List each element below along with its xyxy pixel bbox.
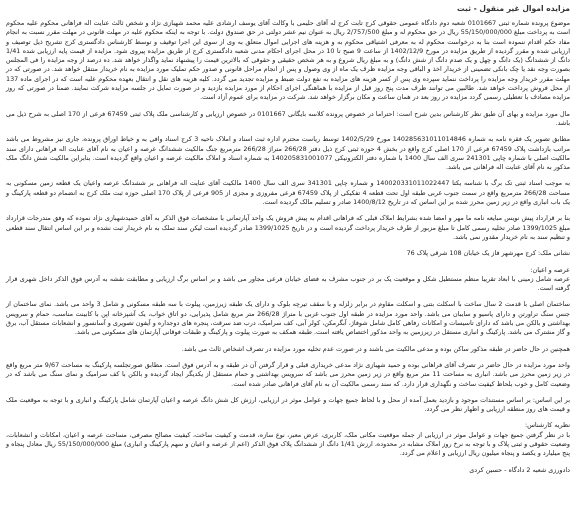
- notice-paragraph: بنا بر قرارداد پیش نویس مبایعه نامه ما مهر و امضا شده بشرایط املاک قبلی که فراهانی اقدام به پیش فروش یک واحد آپارتمانی با مشخصات فوق الذکر به آقای حمیدشهبازی نژاد نموده که وفق مندرجات قرارداد مبلغ 1399/1025 صادر تخلیه رسمی کامل تا مبلغ مزبور از طرف خریدار پرداخت گردیده است و در تاریخ 1399/1025 صادر گردیده است لیکن سند تملک به نام خریدار ثبت نشده و بر این اساس انتقال سند قطعی و تنظیم سند به نام خریدار مقدور نمی باشد.: [6, 214, 570, 241]
- description-paragraph: واحد مورد مزایده در حال حاضر در تصرف آقای فراهانی بوده و حمید شهبازی نژاد مدعی خریداری قبلی و قرار گرفتن آن در طبقه و به آدرس فوق است. مطابق صورتجلسه پارکینگ به مساحت 9/67 متر مربع واقع در زیر زمین محرز می باشد. انباری به مساحت 11 متر مربع واقع در زیر زمین محرز می باشد که سرویس بهداشتی و حمام مستقل از یکدیگر ایجاد گردیده و بالکن با کف سرامیک و نمای سنگ می باشد که در وضعیت کامل و خوب بلحاظ کیفیت ساخت و نگهداری قرار دارد. که سند رسمی مالکیت آن به نام آقای فراهانی صادر شده است.: [6, 360, 570, 388]
- description-paragraph: ساختمان اصلی با قدمت 2 سال ساخت با اسکلت بتنی و اسکلت مقاوم در برابر زلزله و با سقف تیرچه بلوک و دارای یک طبقه زیرزمین، پیلوت با سه طبقه مسکونی و شامل 3 واحد می باشد. نمای ساختمان از جنس سنگ تراورتن و دارای پاسیو و سایبان می باشد. واحد مورد مزایده در طبقه اول جنوب غربی با متراژ 266/28 متر مربع شامل پذیرایی، دو اتاق خواب، یک آشپزخانه اپن با کابینت مناسب، حمام و سرویس بهداشتی و بالکن می باشد که دارای تاسیسات و امکانات رفاهی کامل شامل شوفاژ، آبگرمکن، کولر آبی، کف سرامیک، درب ضد سرقت، پنجره های دوجداره و آیفون تصویری و آسانسور و انشعابات مستقل آب، برق و گاز مشترک می باشد. پارکینگ و انباری مستقل در زیرزمین به واحد مذکور اختصاص یافته است. طبقه همکف به صورت پیلوت و پارکینگ و طبقات فوقانی آپارتمان های مسکونی می باشد.: [6, 300, 570, 337]
- description-paragraph: بر این اساس: بر اساس مستندات موجود و بازدید بعمل آمده از محل و با لحاظ جمیع جهات و عوامل موثر در ارزیابی، ارزش کل شش دانگ عرصه و اعیان آپارتمان شامل پارکینگ و انباری و با توجه به موقعیت ملک و قیمت های روز منطقه ارزیابی و اظهار نظر می گردد.: [6, 395, 570, 414]
- description-paragraph: همچنین در حال حاضر در طبقه مذکور ساکن بوده و مدعی مالکیت می باشند و در صورت عدم تخلیه مورد مزایده در تصرف اشخاص ثالث می باشد.: [181, 344, 570, 353]
- notice-paragraph: موضوع پرونده شماره ثبتی 0101667 شعبه دوم دادگاه عمومی حقوقی کرج تابت کرج له آقای حلیمی با وکالت آقای یوسف ارشادی علیه محمد شهبازی نژاد و شخص ثالث عنایت اله فراهانی محکوم علیه محکوم است به پرداخت مبلغ 55/150/000/000 ریال در حق محکوم له و مبلغ 2/757/500 ریال به عنوان نیم عشر دولتی در حق صندوق دولت. با توجه به اینکه محکوم علیه در مهلت قانونی در مهلت مقرر نسبت به انجام مفاد حکم اقدام ننموده است بنا به درخواست محکوم له به معرفی اشتیاقی محکوم به و هزینه های اجرایی اموال متعلق به وی از سوی این اجرا توقیف و توسط کارشناس دادگستری کرج تشریح ذیل توصیف و ارزیابی شده و مقرر گردیده از طریق مزایده در مورخ 1402/12/9 از ساعت 9 صبح تا 10 در محل اجرای احکام مدنی شعبه دادگستری کرج از طریق مزایده پیروی شود. مزایده از قیمت پایه ارزیابی شده 1/41 دانگ از ششدانگ (یک دانگ و چهل و یک صدم دانگ از شش دانگ) و به مبلغ ریال شروع و به هر شخص حقیقی و حقوقی که بالاترین قیمت را پیشنهاد نماید واگذار خواهد شد. ده درصد از وجه مزایده را فی المجلس بصورت وجه نقد یا چک بانکی تضمینی از خریدار اخذ و الباقی وجه مزایده ظرف یک ماه از وی وصول و پس از انجام مراحل قانونی و صدور حکم تملیک مورد مزایده به نام خریدار منتقل خواهد شد. در صورتی که در مهلت مقرر خریدار وجه مزایده را پرداخت ننماید سپرده وی پس از کسر هزینه های مزایده به نفع دولت ضبط و مزایده تجدید می گردد. کلیه هزینه های نقل و انتقال بعهده محکوم علیه است که در اجرای ماده 137 از محل فروش پرداخت خواهد شد. طالبین می توانند ظرف مدت پنج روز قبل از مزایده با هماهنگی اجرای احکام از مورد مزایده بازدید و در صورت تمایل در جلسه مزایده شرکت نمایند. ضمنا در صورتی که روز مزایده مصادف با تعطیلی رسمی گردد مزایده در روز بعد در همان ساعت و مکان برگزار خواهد شد. شرکت در مزایده برای عموم آزاد است.: [6, 19, 571, 102]
- notice-paragraph: به موجب اسناد ثبتی تک برگ با شناسه یکتا 140020331011022447 و شماره چاپی 341301 سری الف سال 1400 مالکیت آقای عنایت اله فراهانی بر ششدانگ عرصه واعیان یک قطعه زمین مسکونی به مساحت 266/28 مترمربع واقع در سمت جنوب غربی طبقه اول تحت قطعه 4 تفکیکی از پلاک 67459 فرعی مفروزی و مجزی از 905 فرعی از پلاک 170 اصلی حوزه ثبت ملک کرج به انضمام دو قطعه پارکینگ و یک باب انباری واقع در زیر زمین محرز شده بر این اساس که در تاریخ 1400/8/12 صادر و تسلیم مالک گردیده است.: [6, 179, 570, 207]
- conclusion-paragraph: با در نظر گرفتن جمیع جهات و عوامل موثر در ارزیابی از جمله موقعیت مکانی ملک، کاربری، عرض معبر، نوع سازه، قدمت و کیفیت ساخت، کیفیت مصالح مصرفی، مساحت عرصه و اعیان، امکانات و انشعابات، وضعیت حقوقی و ثبتی پلاک و با توجه به نرخ روز املاک مشابه در محدوده، ارزش 1/41 دانگ از ششدانگ پلاک فوق الذکر (اعم از عرصه و اعیان و سهم پارکینگ و انباری) مبلغ 55/150/000/000 ریال معادل پنجاه و پنج میلیارد و یکصد و پنجاه میلیون ریال ارزیابی و اعلام می گردد.: [6, 430, 571, 458]
- page-title: مزایده اموال غیر منقول - ثبت: [457, 4, 570, 13]
- conclusion-label: نظریه کارشناس:: [524, 421, 570, 430]
- description-label: عرصه و اعیان:: [530, 265, 570, 274]
- signature: دادورزی شعبه 2 دادگاه - حسین کردی: [469, 465, 570, 474]
- notice-paragraph: مطابق تصویر یک فقره نامه به شماره 140285631011014846 مورخ 1402/5/29 توسط ریاست محترم اداره ثبت اسناد و املاک ناحیه 3 کرج اسناد وافی به و خیاط اوراق پرونده، جاری نیز مشروط می باشد مراتب بازداشت پلاک 67459 فرعی از 170 اصلی کرج واقع در بخش 4 حوزه ثبتی کرج ذیل دفتر 266/28 متراژ 266/28 مترمربع جنگ مالکیت ششدانگ عرصه و اعیان به نام آقای عنایت اله فراهانی دارای سند مالکیت اصلی با شماره چاپی 241301 سری الف سال 1400 با شماره دفتر الکترونیکی 140205831001077 به شماره اسناد و املاک مالکیت عرصه و اعیان واقع گردیده است. بنابراین مالکیت شش دانگ ملک مذکور به نام آقای عنایت اله فراهانی می باشد.: [6, 135, 571, 172]
- description-paragraph: عرصه شامل زمینی با ابعاد تقریبا منظم مستطیل شکل و موقعیت یک بر در جنوب مشرف به فضای خیابان فرعی مجاور می باشد و بر اساس برگ ارزیابی و مطابقت نقشه به آدرس فوق الذکر داخل شهری قرار گرفته است.: [6, 274, 570, 293]
- property-address: نشانی ملک: کرج مهرشهر فاز یک خیابان 108 شرقی پلاک 76: [406, 249, 570, 258]
- notice-paragraph: مال مورد مزایده و بهای آن طبق نظر کارشناس بدین شرح است: احتراما در خصوص پرونده کلاسه بایگانی 0101667 در خصوص ارزیابی و کارشناسی ملک پلاک ثبتی 67459 فرعی از 170 اصلی به شرح ذیل می باشد.: [6, 109, 570, 127]
